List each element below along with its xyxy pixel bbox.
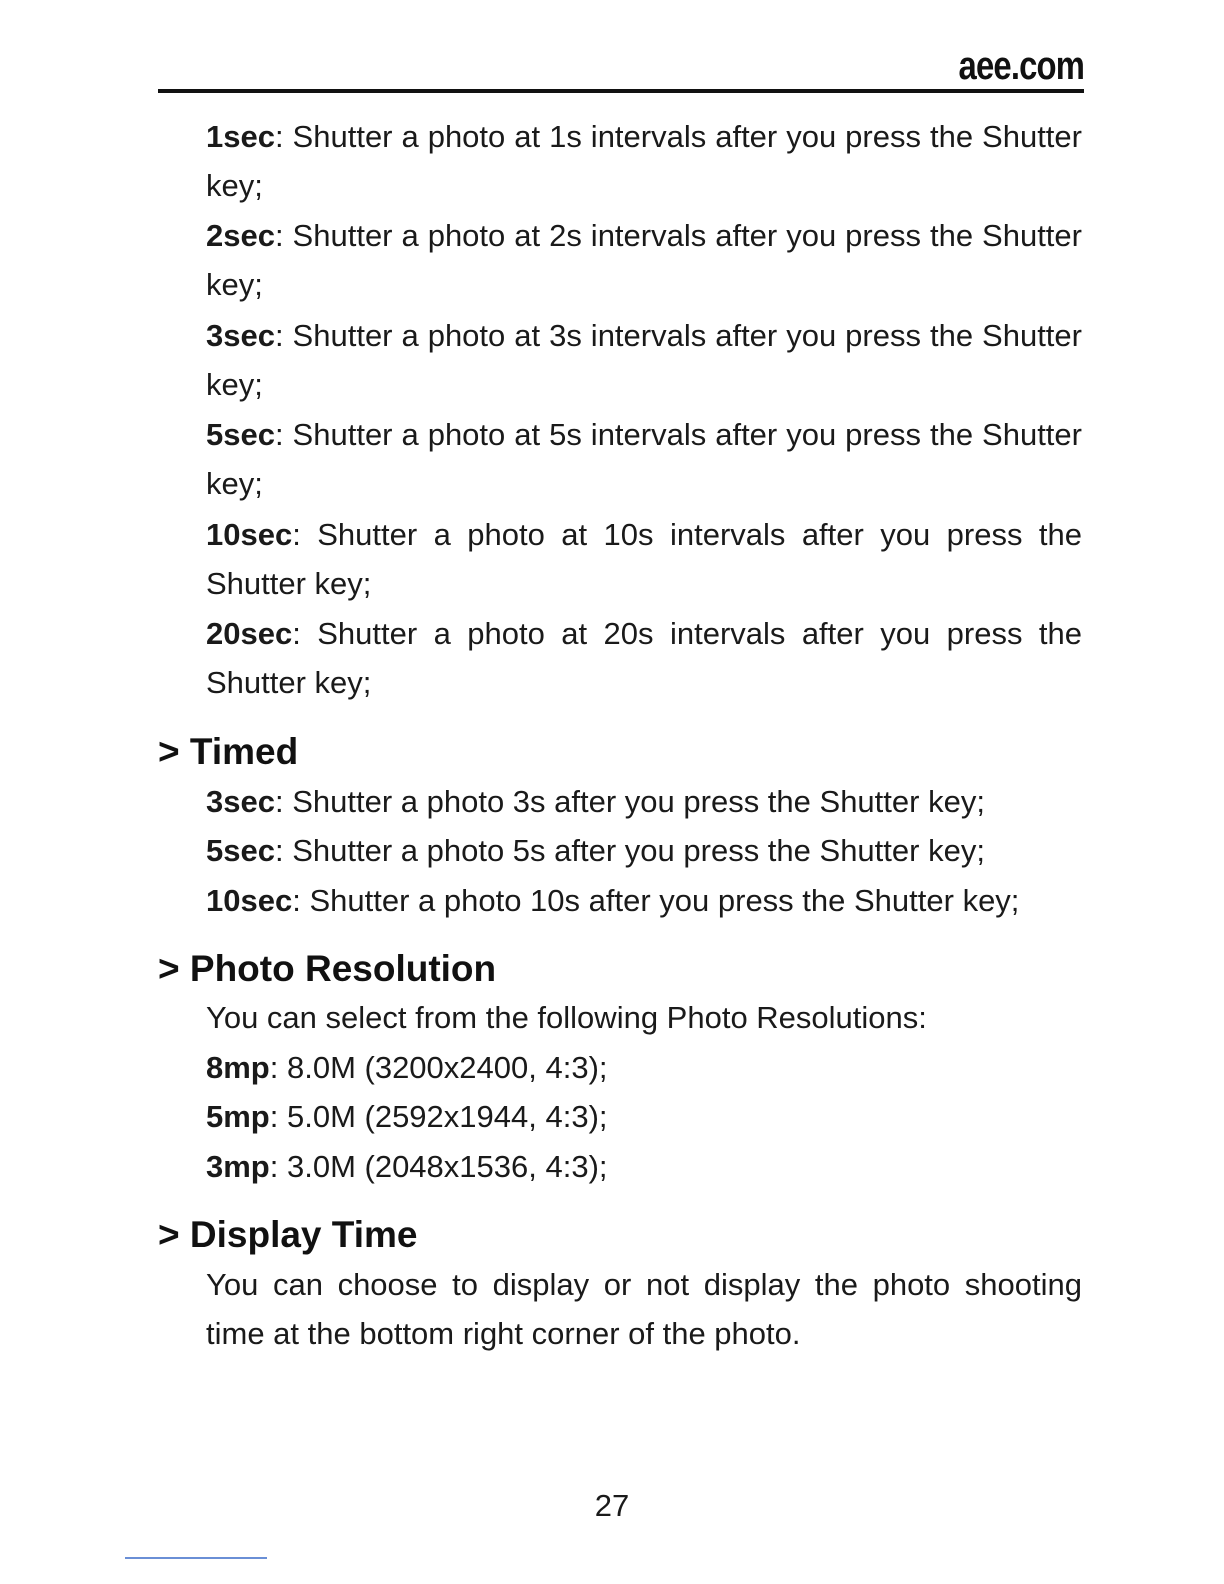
interval-text: : Shutter a photo at 10s intervals after you press the Shutter key;: [206, 517, 1082, 601]
resolution-term: 5mp: [206, 1099, 270, 1134]
interval-item-1sec: [206, 112, 1082, 210]
timed-term: 3sec: [206, 784, 275, 819]
interval-term: 20sec: [206, 616, 293, 651]
interval-text: : Shutter a photo at 1s intervals after you press the Shutter key;: [206, 119, 1082, 203]
interval-term: 5sec: [206, 417, 275, 452]
interval-item-20sec: [206, 609, 1082, 707]
timed-item-3sec: [206, 782, 985, 822]
timed-item-10sec: [206, 881, 1019, 921]
interval-text: : Shutter a photo at 20s intervals after you press the Shutter key;: [206, 616, 1082, 700]
resolution-text: : 5.0M (2592x1944, 4:3);: [269, 1099, 608, 1134]
interval-text: : Shutter a photo at 2s intervals after you press the Shutter key;: [206, 218, 1082, 302]
interval-term: 1sec: [206, 119, 275, 154]
timed-text: : Shutter a photo 3s after you press the Shutter key;: [274, 784, 985, 819]
interval-text: : Shutter a photo at 5s intervals after you press the Shutter key;: [206, 417, 1082, 501]
resolution-text: : 3.0M (2048x1536, 4:3);: [269, 1149, 608, 1184]
interval-term: 10sec: [206, 517, 293, 552]
timed-term: 5sec: [206, 833, 275, 868]
resolution-item-8mp: [206, 1048, 608, 1088]
interval-item-10sec: [206, 510, 1082, 608]
page-number: 27: [594, 1488, 630, 1523]
header-rule: [158, 89, 1084, 93]
timed-term: 10sec: [206, 883, 293, 918]
resolution-term: 8mp: [206, 1050, 270, 1085]
section-heading-photo-resolution: > Photo Resolution: [158, 948, 497, 989]
resolution-item-5mp: [206, 1097, 608, 1137]
section-heading-timed: > Timed: [158, 731, 299, 772]
interval-term: 2sec: [206, 218, 275, 253]
section-heading-display-time: > Display Time: [158, 1214, 418, 1255]
resolution-text: : 8.0M (3200x2400, 4:3);: [269, 1050, 608, 1085]
interval-term: 3sec: [206, 318, 275, 353]
display-time-text: You can choose to display or not display the photo shooting time at the bottom right corner of the photo.: [206, 1267, 1082, 1351]
interval-item-5sec: [206, 410, 1082, 508]
resolution-term: 3mp: [206, 1149, 270, 1184]
resolution-item-3mp: [206, 1147, 608, 1187]
timed-text: : Shutter a photo 5s after you press the Shutter key;: [274, 833, 985, 868]
footer-line: [125, 1557, 267, 1559]
interval-item-3sec: [206, 311, 1082, 409]
interval-item-2sec: [206, 211, 1082, 309]
photo-resolution-intro: You can select from the following Photo Resolutions:: [206, 1000, 927, 1035]
timed-text: : Shutter a photo 10s after you press the Shutter key;: [292, 883, 1020, 918]
timed-item-5sec: [206, 831, 985, 871]
interval-text: : Shutter a photo at 3s intervals after you press the Shutter key;: [206, 318, 1082, 402]
header-brand: aee.com: [958, 44, 1084, 88]
